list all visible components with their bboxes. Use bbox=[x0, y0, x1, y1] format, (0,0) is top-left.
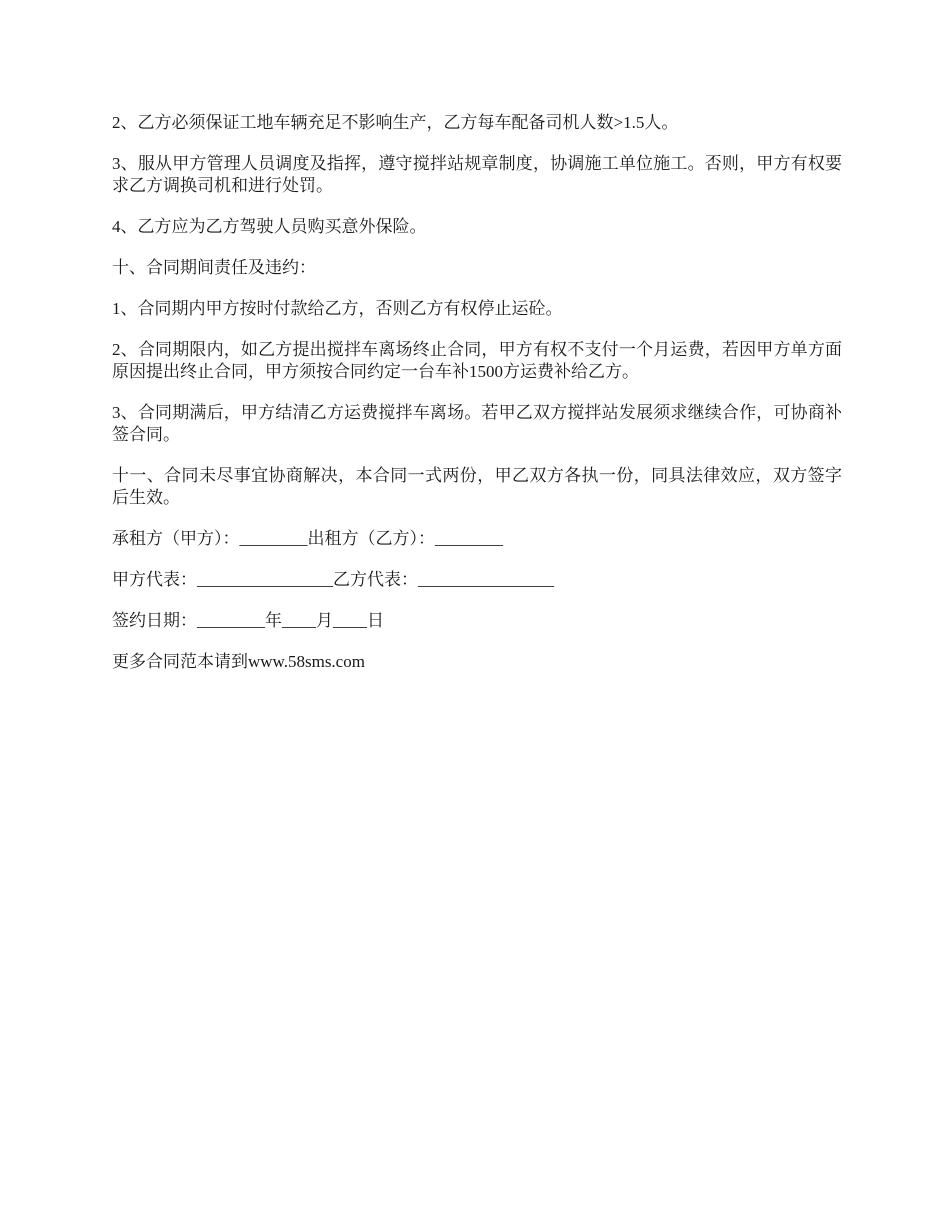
clause-2-vehicles: 2、乙方必须保证工地车辆充足不影响生产，乙方每车配备司机人数>1.5人。 bbox=[112, 113, 679, 132]
section-10-clause-1: 1、合同期内甲方按时付款给乙方，否则乙方有权停止运砼。 bbox=[112, 299, 563, 318]
document-page bbox=[112, 112, 842, 673]
section-11: 十一、合同未尽事宜协商解决，本合同一式两份，甲乙双方各执一份，同具法律效应，双方签字后生效。 bbox=[112, 466, 842, 507]
footer-link-text: 更多合同范本请到www.58sms.com bbox=[112, 652, 365, 671]
signature-parties: 承租方（甲方）：________出租方（乙方）：________ bbox=[112, 529, 503, 548]
signature-representatives: 甲方代表：________________乙方代表：________________ bbox=[112, 570, 554, 589]
section-10-clause-3: 3、合同期满后，甲方结清乙方运费搅拌车离场。若甲乙双方搅拌站发展须求继续合作，可协商补签合同。 bbox=[112, 403, 842, 444]
clause-4-insurance: 4、乙方应为乙方驾驶人员购买意外保险。 bbox=[112, 217, 427, 236]
section-10-heading: 十、合同期间责任及违约： bbox=[112, 258, 316, 277]
section-10-clause-2: 2、合同期限内，如乙方提出搅拌车离场终止合同，甲方有权不支付一个月运费，若因甲方单方面原因提出终止合同，甲方须按合同约定一台车补1500方运费补给乙方。 bbox=[112, 340, 842, 381]
clause-3-obey-management: 3、服从甲方管理人员调度及指挥，遵守搅拌站规章制度，协调施工单位施工。否则，甲方有权要求乙方调换司机和进行处罚。 bbox=[112, 154, 842, 195]
signing-date: 签约日期：________年____月____日 bbox=[112, 611, 384, 630]
